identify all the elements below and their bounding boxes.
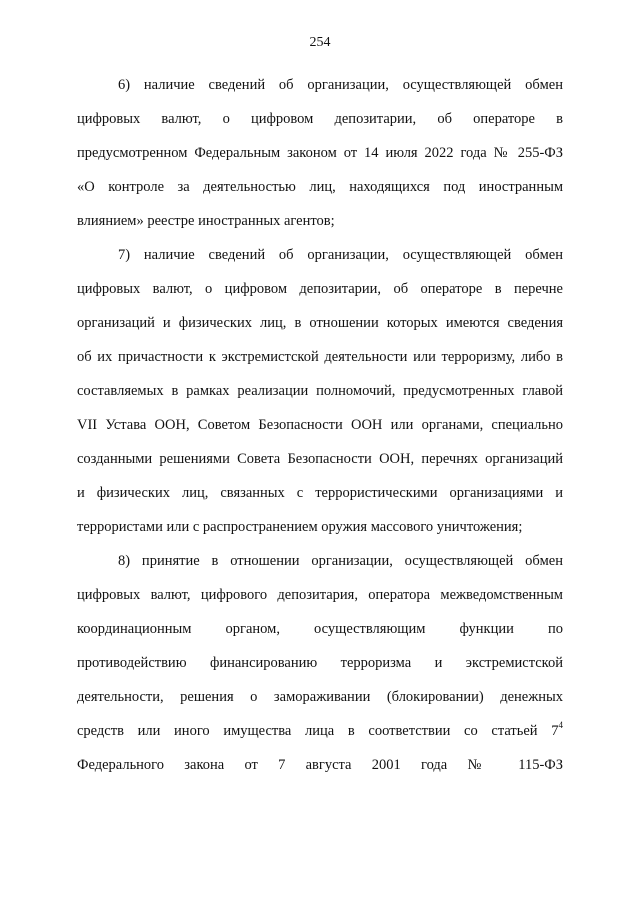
text-line: созданными решениями Совета Безопасности ООН, перечнях организаций (77, 451, 563, 467)
paragraph-6 (77, 68, 563, 238)
text-line: организаций и физических лиц, в отношении которых имеются сведения (77, 315, 563, 331)
text-line: противодействию финансированию терроризма и экстремистской (77, 655, 563, 671)
text-line: деятельности, решения о замораживании (блокировании) денежных (77, 689, 563, 705)
text-line: VII Устава ООН, Советом Безопасности ООН или органами, специально (77, 417, 563, 433)
text-line: цифровых валют, цифрового депозитария, оператора межведомственным (77, 587, 563, 603)
article-superscript: 4 (558, 720, 563, 730)
text-line: 7) наличие сведений об организации, осуществляющей обмен (118, 247, 563, 263)
text-line: и физических лиц, связанных с террористическими организациями и (77, 485, 563, 501)
text-line: цифровых валют, о цифровом депозитарии, об операторе в перечне (77, 281, 563, 297)
text-line: Федерального закона от 7 августа 2001 года № 115-ФЗ (77, 757, 563, 773)
text-line: координационным органом, осуществляющим функции по (77, 621, 563, 637)
text-line: «О контроле за деятельностью лиц, находящихся под иностранным (77, 179, 563, 195)
document-body (77, 68, 563, 782)
text-line: предусмотренном Федеральным законом от 14 июля 2022 года № 255-ФЗ (77, 145, 563, 161)
text-line: об их причастности к экстремистской деятельности или терроризму, либо в (77, 349, 563, 365)
text-line-body: средств или иного имущества лица в соответствии со статьей 7 (77, 723, 559, 739)
text-line: составляемых в рамках реализации полномочий, предусмотренных главой (77, 383, 563, 399)
text-line: террористами или с распространением оружия массового уничтожения; (77, 519, 523, 535)
page-number: 254 (309, 35, 331, 50)
text-line: 8) принятие в отношении организации, осуществляющей обмен (118, 553, 563, 569)
paragraph-8 (77, 544, 563, 782)
text-line: цифровых валют, о цифровом депозитарии, об операторе в (77, 111, 563, 127)
text-line-with-superscript (77, 714, 563, 748)
paragraph-7 (77, 238, 563, 544)
text-line: 6) наличие сведений об организации, осуществляющей обмен (118, 77, 563, 93)
text-line: влиянием» реестре иностранных агентов; (77, 213, 335, 229)
